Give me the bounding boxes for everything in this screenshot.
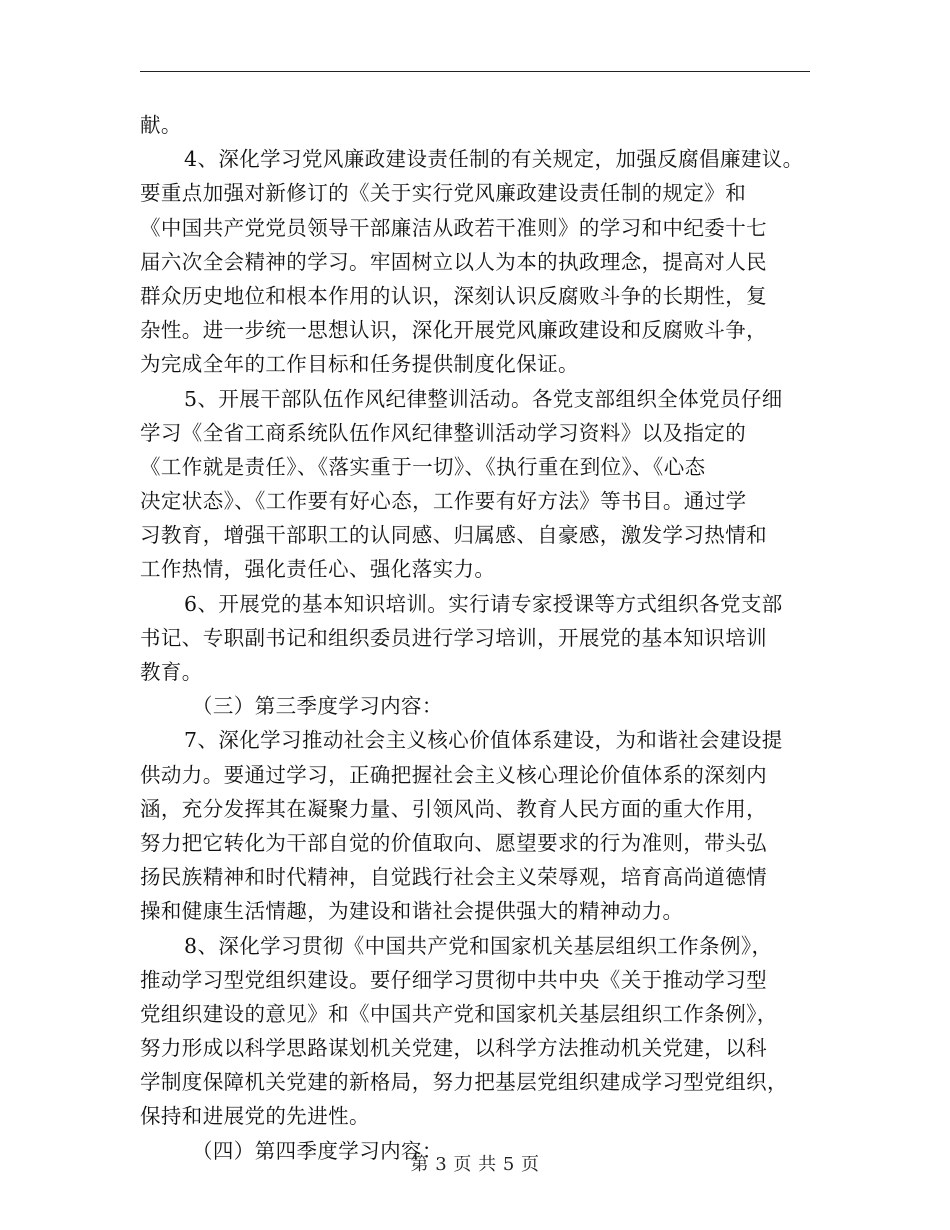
- section-heading-q3: （三）第三季度学习内容：: [192, 694, 443, 719]
- text-line: 献。: [140, 113, 182, 137]
- paragraph-item-6: 6、开展党的基本知识培训。实行请专家授课等方式组织各党支部: [184, 591, 783, 616]
- paragraph-item-7: 7、深化学习推动社会主义核心价值体系建设，为和谐社会建设提: [184, 728, 783, 753]
- paragraph-item-5: 5、开展干部队伍作风纪律整训活动。各党支部组织全体党员仔细: [184, 386, 783, 411]
- text-line: 届六次全会精神的学习。牢固树立以人为本的执政理念，提高对人民: [140, 249, 767, 274]
- text-line: 努力形成以科学思路谋划机关党建，以科学方法推动机关党建，以科: [140, 1036, 767, 1061]
- text-line: 习教育，增强干部职工的认同感、归属感、自豪感，激发学习热情和: [140, 523, 767, 548]
- section-heading-q4: （四）第四季度学习内容：: [192, 1138, 443, 1163]
- text-line: 决定状态》、《工作要有好心态，工作要有好方法》等书目。通过学: [140, 489, 747, 514]
- text-line: 《工作就是责任》、《落实重于一切》、《执行重在到位》、《心态: [140, 454, 706, 479]
- header-divider: [140, 71, 810, 72]
- text-line: 要重点加强对新修订的《关于实行党风廉政建设责任制的规定》和: [140, 181, 747, 206]
- text-line: 工作热情，强化责任心、强化落实力。: [140, 557, 496, 582]
- text-line: 供动力。要通过学习，正确把握社会主义核心理论价值体系的深刻内: [140, 762, 767, 787]
- page-number-footer: 第 3 页 共 5 页: [410, 1154, 540, 1175]
- text-line: 党组织建设的意见》和《中国共产党和国家机关基层组织工作条例》，: [140, 1001, 778, 1026]
- text-line: 操和健康生活情趣，为建设和谐社会提供强大的精神动力。: [140, 899, 684, 924]
- text-line: 保持和进展党的先进性。: [140, 1104, 370, 1129]
- text-line: 涵，充分发挥其在凝聚力量、引领风尚、教育人民方面的重大作用，: [140, 796, 767, 821]
- text-line: 学制度保障机关党建的新格局，努力把基层党组织建成学习型党组织，: [140, 1070, 788, 1095]
- text-line: 教育。: [140, 660, 203, 684]
- text-line: 推动学习型党组织建设。要仔细学习贯彻中共中央《关于推动学习型: [140, 967, 767, 992]
- paragraph-item-4: 4、深化学习党风廉政建设责任制的有关规定，加强反腐倡廉建议。: [184, 147, 804, 172]
- text-line: 群众历史地位和根本作用的认识，深刻认识反腐败斗争的长期性，复: [140, 283, 767, 308]
- text-line: 《中国共产党党员领导干部廉洁从政若干准则》的学习和中纪委十七: [140, 215, 767, 240]
- text-line: 努力把它转化为干部自觉的价值取向、愿望要求的行为准则，带头弘: [140, 830, 767, 855]
- text-line: 杂性。进一步统一思想认识，深化开展党风廉政建设和反腐败斗争，: [140, 318, 767, 343]
- text-line: 学习《全省工商系统队伍作风纪律整训活动学习资料》以及指定的: [140, 420, 747, 445]
- paragraph-item-8: 8、深化学习贯彻《中国共产党和国家机关基层组织工作条例》，: [184, 933, 773, 958]
- document-body: [140, 108, 820, 1168]
- text-line: 扬民族精神和时代精神，自觉践行社会主义荣辱观，培育高尚道德情: [140, 865, 767, 890]
- text-line: 为完成全年的工作目标和任务提供制度化保证。: [140, 352, 579, 377]
- text-line: 书记、专职副书记和组织委员进行学习培训，开展党的基本知识培训: [140, 625, 767, 650]
